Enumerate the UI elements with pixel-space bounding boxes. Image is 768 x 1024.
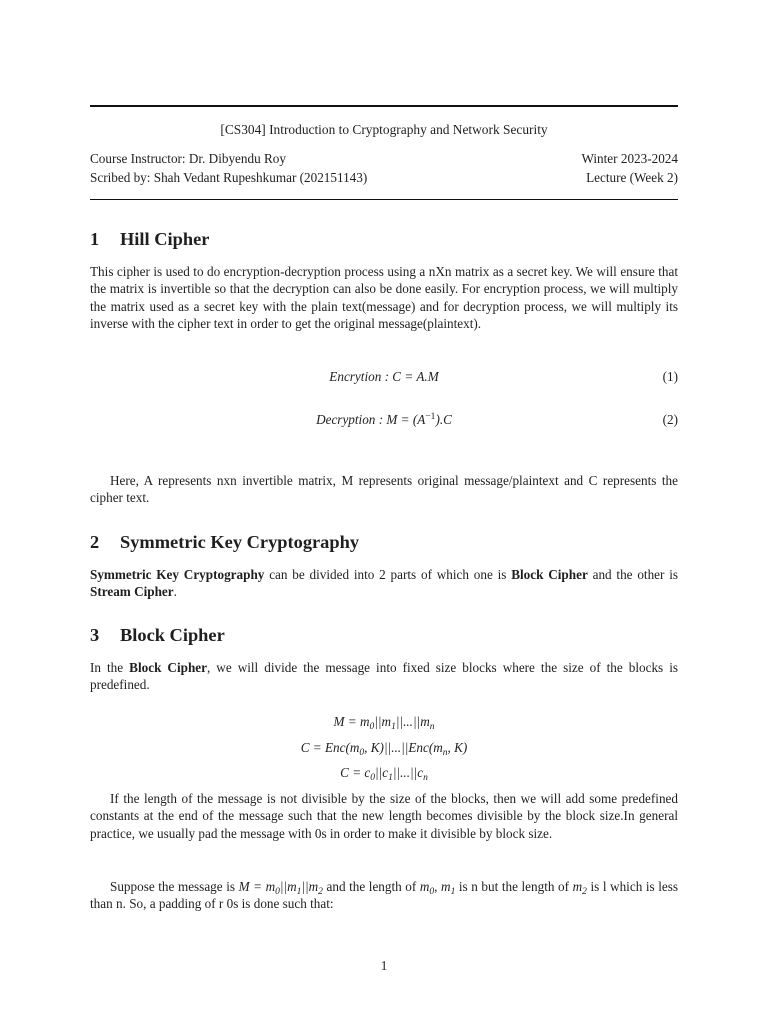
bold-term: Symmetric Key Cryptography: [90, 567, 265, 582]
equation-cipher-encryption: $C = Enc(m_0$, $K)||...||Enc(m_n$, K): [300, 740, 468, 758]
section-title: Symmetric Key Cryptography: [120, 532, 360, 552]
section-heading-block-cipher: [90, 624, 678, 646]
bold-term: Stream Cipher: [90, 584, 174, 600]
equation-superscript: −1: [425, 412, 436, 422]
bold-term: Block Cipher: [129, 660, 207, 675]
bold-term: Block Cipher: [511, 567, 588, 582]
section-number: 1: [90, 229, 100, 249]
hill-cipher-explanation: Here, A represents nxn invertible matrix, M represents original message/plaintext and C represents the cipher text.: [90, 473, 678, 506]
equation-rhs: ).C: [435, 412, 452, 427]
equation-encryption: [90, 368, 678, 385]
equation-lhs: Decryption : M = (A: [316, 412, 426, 427]
hill-cipher-paragraph: This cipher is used to do encryption-decryption process using a nXn matrix as a secret key. We will ensure that the matrix is invertible so that the decryption can also be done easily. For encryption process, we will multiply the matrix used as a secret key with the plain text(message) and for decryption process, we will multiply its inverse with the cipher text in order to get the original message(plaintext).: [90, 264, 678, 332]
paper-page: [90, 0, 678, 1024]
header-row-scribe: [90, 169, 678, 186]
section-heading-hill-cipher: [90, 228, 678, 250]
header-top-rule: [90, 105, 678, 107]
section-number: 2: [90, 532, 100, 552]
section-heading-symmetric-key: [90, 531, 678, 553]
section-title: Block Cipher: [120, 625, 225, 645]
page-number: 1: [380, 958, 388, 973]
lecture: Lecture (Week 2): [586, 170, 678, 185]
suppose-paragraph: Suppose the message is $M = m_0||m_1||m_2$ and the length of $m_0$, $m_1$ is n but the length of $m_2$ is l which is less than n. So, a padding of r 0s is done such that:: [90, 879, 679, 912]
equation-text: Encrytion : C = A.M: [329, 369, 439, 384]
equation-number: (2): [662, 412, 678, 427]
scribe: Scribed by: Shah Vedant Rupeshkumar (202151143): [90, 170, 368, 185]
block-cipher-paragraph: In the Block Cipher, we will divide the message into fixed size blocks where the size of the blocks is predefined.: [90, 660, 678, 693]
section-number: 3: [90, 625, 100, 645]
equation-message-blocks: $M = m_0||m_1||...||m_n$: [333, 714, 435, 732]
header-bottom-rule: [90, 199, 678, 200]
padding-paragraph: If the length of the message is not divisible by the size of the blocks, then we will add some predefined constants at the end of the message such that the new length becomes divisible by the block size.In general practice, we usually pad the message with 0s in order to make it divisible by block size.: [90, 791, 678, 841]
course-instructor: Course Instructor: Dr. Dibyendu Roy: [90, 151, 286, 166]
symmetric-key-paragraph: Symmetric Key Cryptography can be divided into 2 parts of which one is Block Cipher and the other is Stream Cipher.: [90, 567, 679, 600]
equation-number: (1): [662, 369, 678, 384]
header-row-instructor: [90, 150, 678, 167]
equation-cipher-blocks: $C = c_0||c_1||...||c_n$: [340, 765, 428, 783]
equation-decryption: [90, 411, 678, 428]
term: Winter 2023-2024: [581, 151, 678, 166]
course-title: [CS304] Introduction to Cryptography and Network Security: [220, 122, 548, 137]
section-title: Hill Cipher: [120, 229, 210, 249]
